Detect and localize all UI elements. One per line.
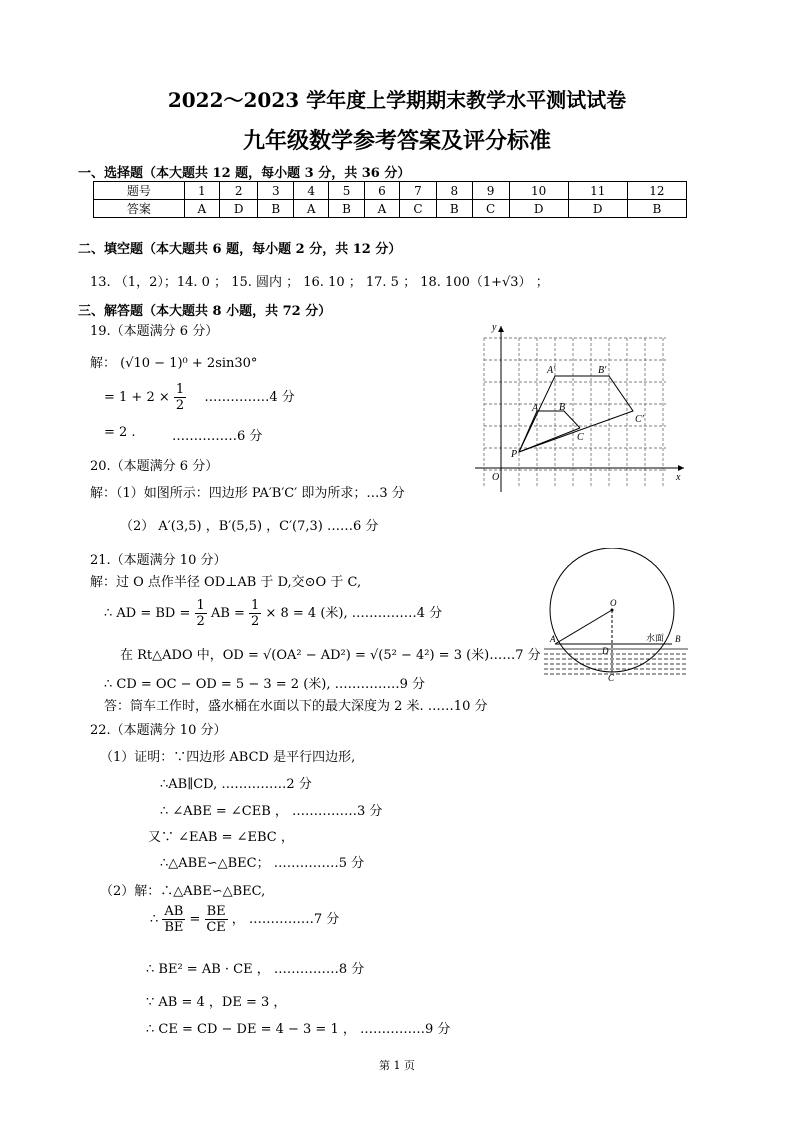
table-cell: C [472,200,509,218]
table-cell: 12 [627,182,686,200]
table-cell: 7 [399,182,436,200]
point-label: C [577,432,584,443]
denominator: 2 [196,614,205,629]
point-label: A [532,403,539,414]
radius-oa [555,610,612,644]
q19-step2: = 2 . [104,425,136,440]
q21-line2 [104,598,442,629]
point-label: D [602,646,609,656]
q22-p9: ∵ AB = 4 ，DE = 3 ， [146,995,287,1010]
table-cell: D [219,200,258,218]
point-label: A [550,634,556,644]
q20-line1: 解：（1）如图所示：四边形 PA′B′C′ 即为所求；…3 分 [90,486,405,501]
fraction [162,904,185,935]
q22-p10: ∴ CE = CD − DE = 4 − 3 = 1 ， ……………9 分 [146,1022,451,1037]
table-cell: C [399,200,436,218]
q21-line5: 答：筒车工作时，盛水桶在水面以下的最大深度为 2 米. ……10 分 [104,699,488,714]
fraction [249,598,261,629]
water-hatching [544,649,688,674]
point-label: C [608,673,615,683]
table-row [94,200,687,218]
point-label: O [610,598,617,608]
point-label: B [559,402,566,413]
point-label: B′ [598,365,607,376]
q22-p7 [150,904,339,935]
quad-abc [537,411,580,428]
table-cell: B [258,200,294,218]
table-cell: 1 [184,182,219,200]
therefore-sign: ∴ [150,912,159,927]
table-cell: 2 [219,182,258,200]
numerator: AB [164,904,184,919]
equals-sign: = [189,912,201,927]
figure1-labels [491,322,681,483]
q21-line3: 在 Rt△ADO 中，OD = √(OA² − AD²) = √(5² − 4²) = 3 (米)……7 分 [120,648,541,663]
table-cell: 10 [509,182,568,200]
fraction [205,904,228,935]
grid-lines [484,338,666,486]
denominator: BE [164,920,184,935]
table-cell: 题号 [94,182,185,200]
fill-answers: 13. （1，2）；14. 0 ； 15. 圆内 ； 16. 10 ； 17. 5 ； 18. 100（1+√3） ； [90,275,549,290]
table-cell: A [294,200,329,218]
q22-p8: ∴ BE² = AB · CE ， ……………8 分 [146,962,365,977]
section-3-heading: 三、解答题（本大题共 8 小题，共 72 分） [78,304,332,319]
q21-line2-b: AB = [210,606,245,621]
q19-expr: (√10 − 1)⁰ + 2sin30° [120,356,258,371]
circle-figure [538,548,694,688]
q20-line2: （2） A′(3,5) ，B′(5,5) ，C′(7,3) ……6 分 [120,519,379,534]
y-axis-label: y [492,322,497,333]
q20-header: 20.（本题满分 6 分） [90,459,219,474]
numerator: 1 [196,598,205,613]
table-cell: 4 [294,182,329,200]
fraction [195,598,207,629]
q19-step1-text: = 1 + 2 × [104,390,170,405]
table-cell: A [184,200,219,218]
fraction [174,382,186,413]
table-cell: 9 [472,182,509,200]
denominator: CE [206,920,226,935]
table-cell: 6 [364,182,399,200]
table-cell: 8 [436,182,472,200]
x-axis-label: x [676,472,681,483]
coordinate-figure [470,318,692,496]
table-cell: B [627,200,686,218]
point-label: B [675,634,681,644]
q22-header: 22.（本题满分 10 分） [90,723,227,738]
q19-step1 [104,382,295,413]
q21-line4: ∴ CD = OC − OD = 5 − 3 = 2 (米), ……………9 分 [104,677,426,692]
table-cell: 3 [258,182,294,200]
numerator: 1 [251,598,260,613]
table-cell: 答案 [94,200,185,218]
q22-p7-points: ， ……………7 分 [231,912,340,927]
table-cell: B [436,200,472,218]
q21-line2-a: ∴ AD = BD = [104,606,191,621]
denominator: 2 [251,614,260,629]
center-dot [611,609,614,612]
q22-p1: （1）证明：∵四边形 ABCD 是平行四边形, [100,750,356,765]
q21-line2-c: × 8 = 4 (米), ……………4 分 [265,606,443,621]
q22-p2: ∴AB∥CD, ……………2 分 [160,777,312,792]
point-label: P [511,449,518,460]
table-cell: D [509,200,568,218]
q21-line1: 解：过 O 点作半径 OD⊥AB 于 D,交⊙O 于 C, [90,575,362,590]
page-title: 2022～2023 学年度上学期期末教学水平测试试卷 [167,88,627,112]
table-cell: A [364,200,399,218]
table-cell: D [568,200,627,218]
q19-jie: 解： [90,356,117,371]
origin-label: O [492,472,500,483]
section-1-heading: 一、选择题（本大题共 12 题，每小题 3 分，共 36 分） [78,166,411,181]
q19-step2-points: ……………6 分 [172,429,263,444]
table-cell: 5 [329,182,365,200]
figure2-labels [549,598,681,683]
q19-expression [90,352,257,371]
q22-p5: ∴△ABE∽△BEC； ……………5 分 [160,856,365,871]
q22-p6: （2）解：∴△ABE∽△BEC, [100,884,266,899]
water-label: 水面 [646,633,665,643]
axes [475,326,684,492]
page-subtitle: 九年级数学参考答案及评分标准 [242,128,551,154]
q22-p3: ∴ ∠ABE = ∠CEB ， ……………3 分 [160,804,383,819]
table-row [94,182,687,200]
q19-header: 19.（本题满分 6 分） [90,324,219,339]
page-number: 第 1 页 [379,1059,415,1072]
answer-table [93,181,687,218]
numerator: BE [206,904,226,919]
q19-step1-points: ……………4 分 [204,390,295,405]
point-label: C′ [635,414,644,425]
table-cell: 11 [568,182,627,200]
point-label: A′ [547,365,556,376]
q21-header: 21.（本题满分 10 分） [90,553,227,568]
q22-p4: 又∵ ∠EAB = ∠EBC ， [148,830,294,845]
denominator: 2 [175,398,185,413]
section-2-heading: 二、填空题（本大题共 6 题，每小题 2 分，共 12 分） [78,242,402,257]
numerator: 1 [175,382,185,397]
table-cell: B [329,200,365,218]
